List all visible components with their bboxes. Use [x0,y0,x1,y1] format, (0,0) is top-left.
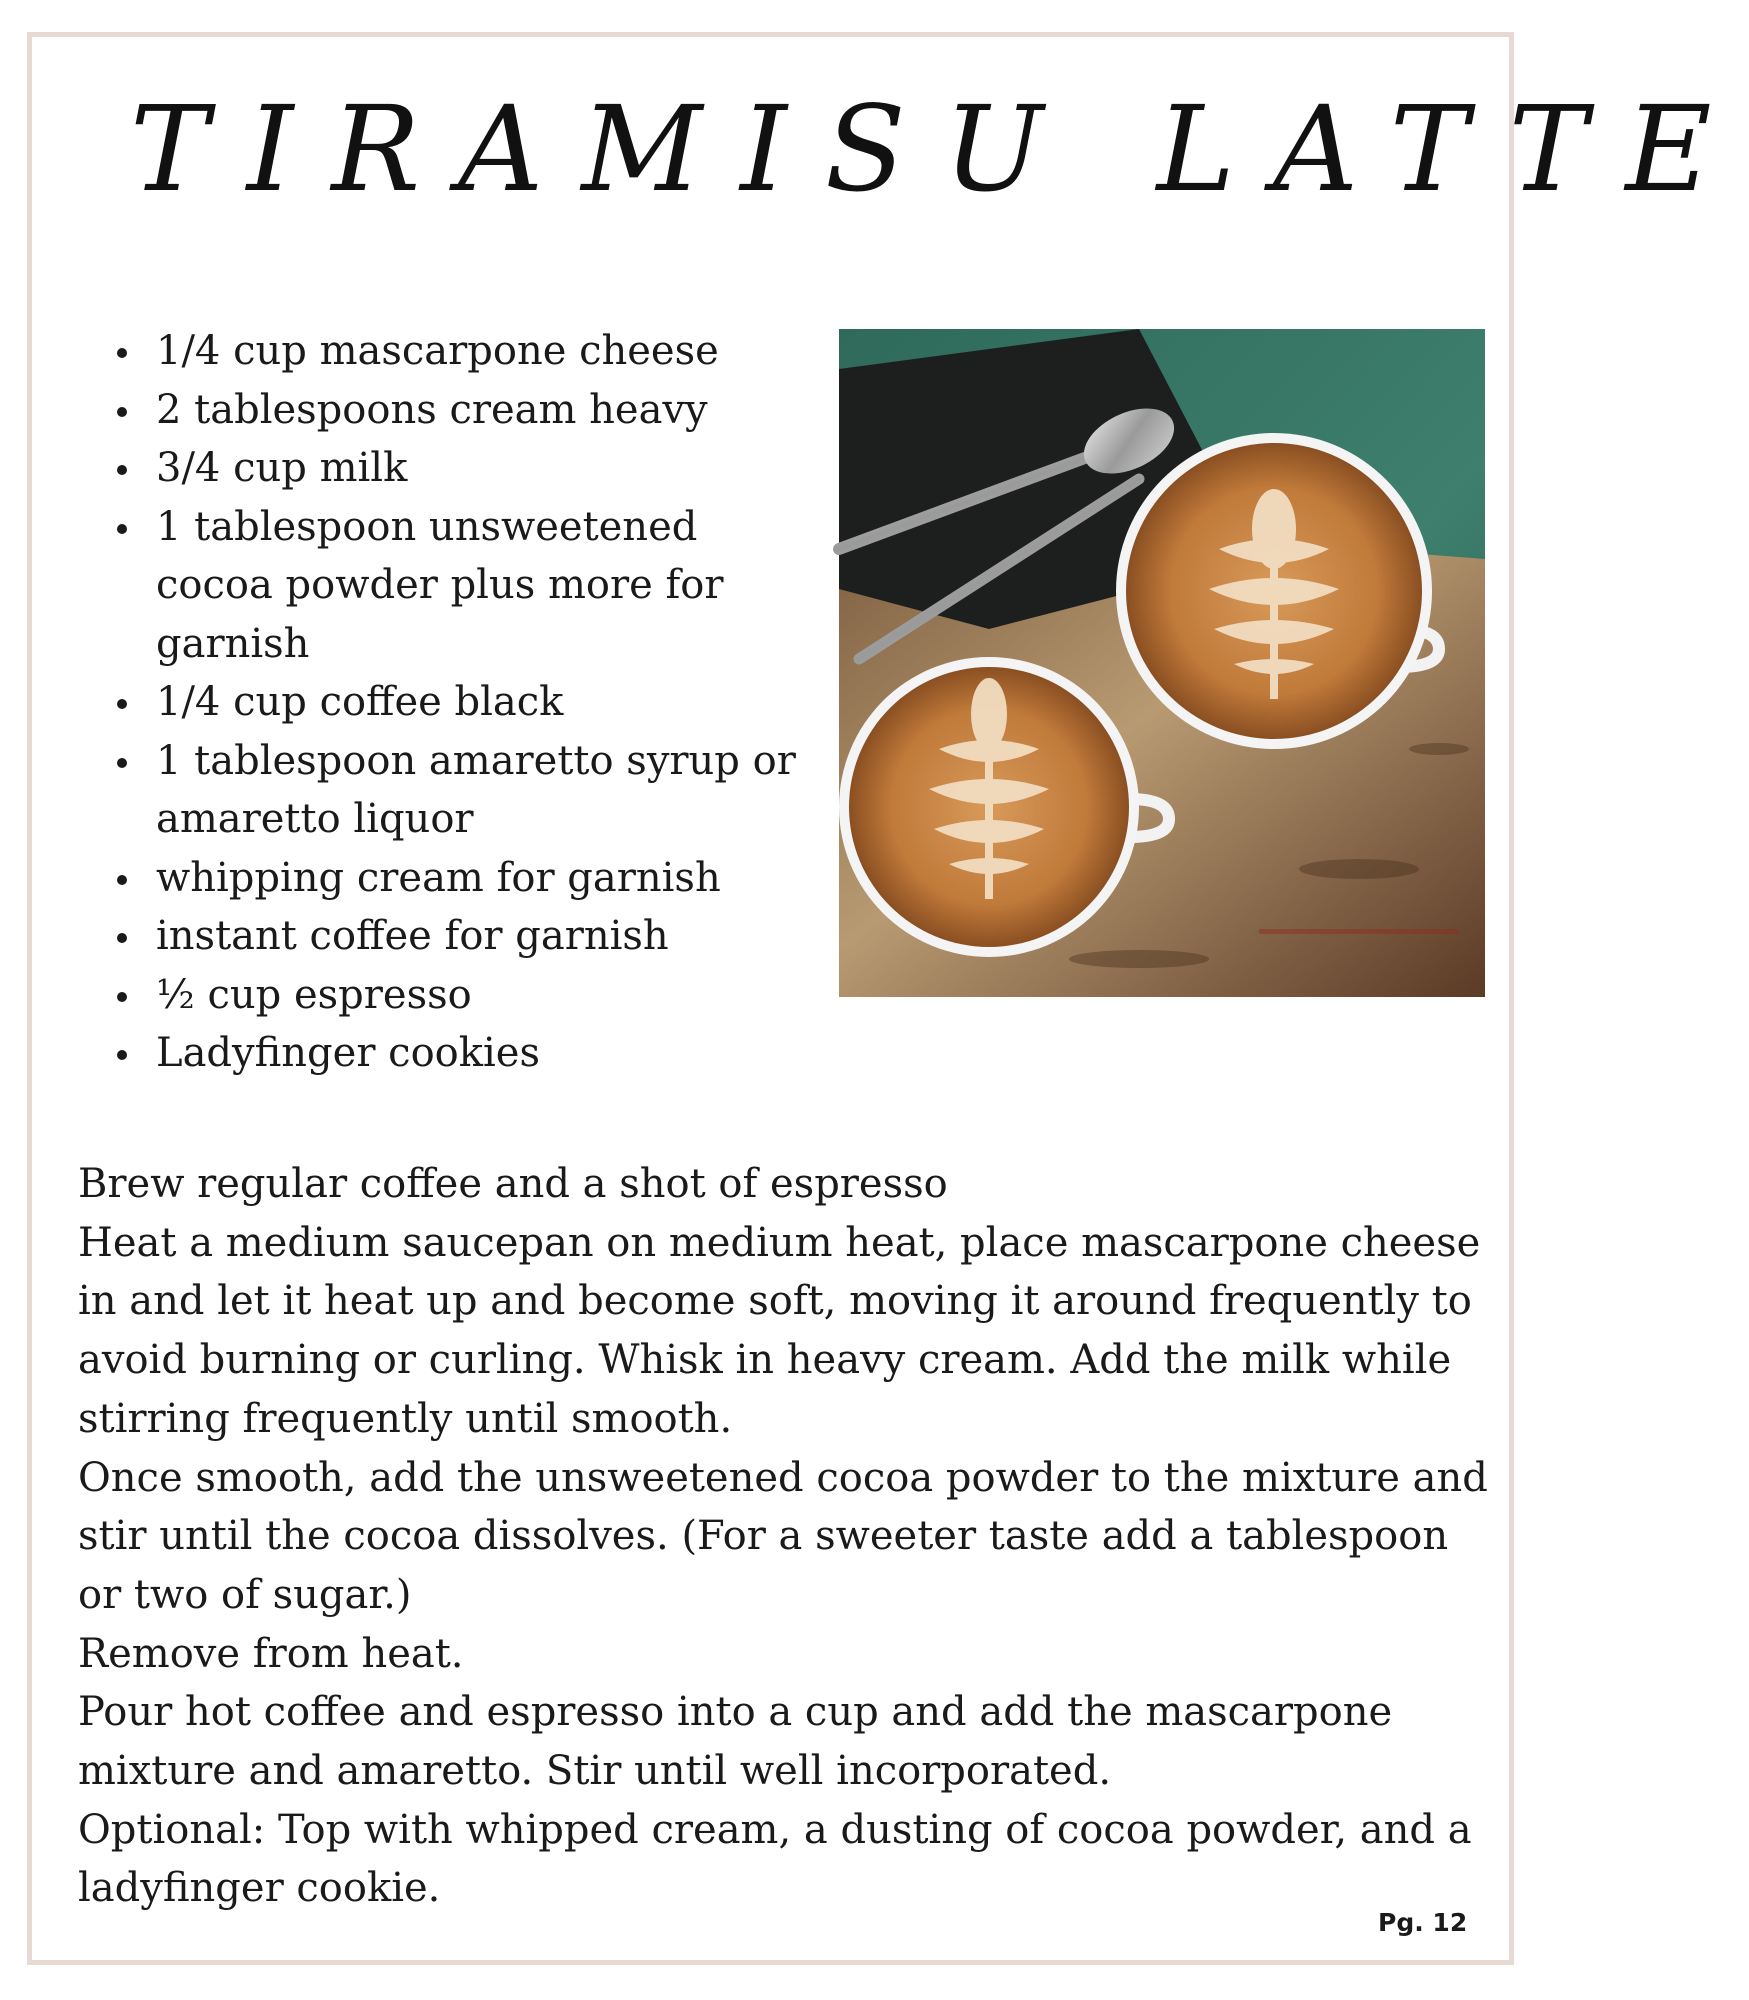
ingredient-item: 1/4 cup coffee black [156,673,808,732]
ingredient-item: 3/4 cup milk [156,439,808,498]
ingredient-item: 1 tablespoon unsweetened cocoa powder plus more for garnish [156,498,808,674]
direction-step: Optional: Top with whipped cream, a dusting of cocoa powder, and a ladyfinger cookie. [78,1806,1472,1912]
recipe-title: TIRAMISU LATTE [130,80,1749,218]
ingredient-item: 1/4 cup mascarpone cheese [156,322,808,381]
direction-step: Once smooth, add the unsweetened cocoa powder to the mixture and stir until the cocoa dissolves. (For a sweeter taste add a tablespoon or two of sugar.) [78,1454,1488,1618]
ingredient-item: 1 tablespoon amaretto syrup or amaretto liquor [156,732,808,849]
latte-photo [839,329,1485,997]
ingredient-item: 2 tablespoons cream heavy [156,381,808,440]
ingredient-item: Ladyfinger cookies [156,1024,808,1083]
ingredient-item: whipping cream for garnish [156,849,808,908]
ingredient-item: instant coffee for garnish [156,907,808,966]
ingredients-list [108,322,808,1083]
direction-step: Pour hot coffee and espresso into a cup and add the mascarpone mixture and amaretto. Stir until well incorporated. [78,1689,1393,1795]
directions [78,1155,1488,1918]
direction-step: Remove from heat. [78,1630,464,1677]
direction-step: Heat a medium saucepan on medium heat, place mascarpone cheese in and let it heat up and become soft, moving it around frequently to avoid burning or curling. Whisk in heavy cream. Add the milk while stirring frequently until smooth. [78,1219,1481,1442]
page-number: Pg. 12 [1378,1908,1468,1937]
direction-step: Brew regular coffee and a shot of espresso [78,1161,948,1207]
ingredient-item: ½ cup espresso [156,966,808,1025]
